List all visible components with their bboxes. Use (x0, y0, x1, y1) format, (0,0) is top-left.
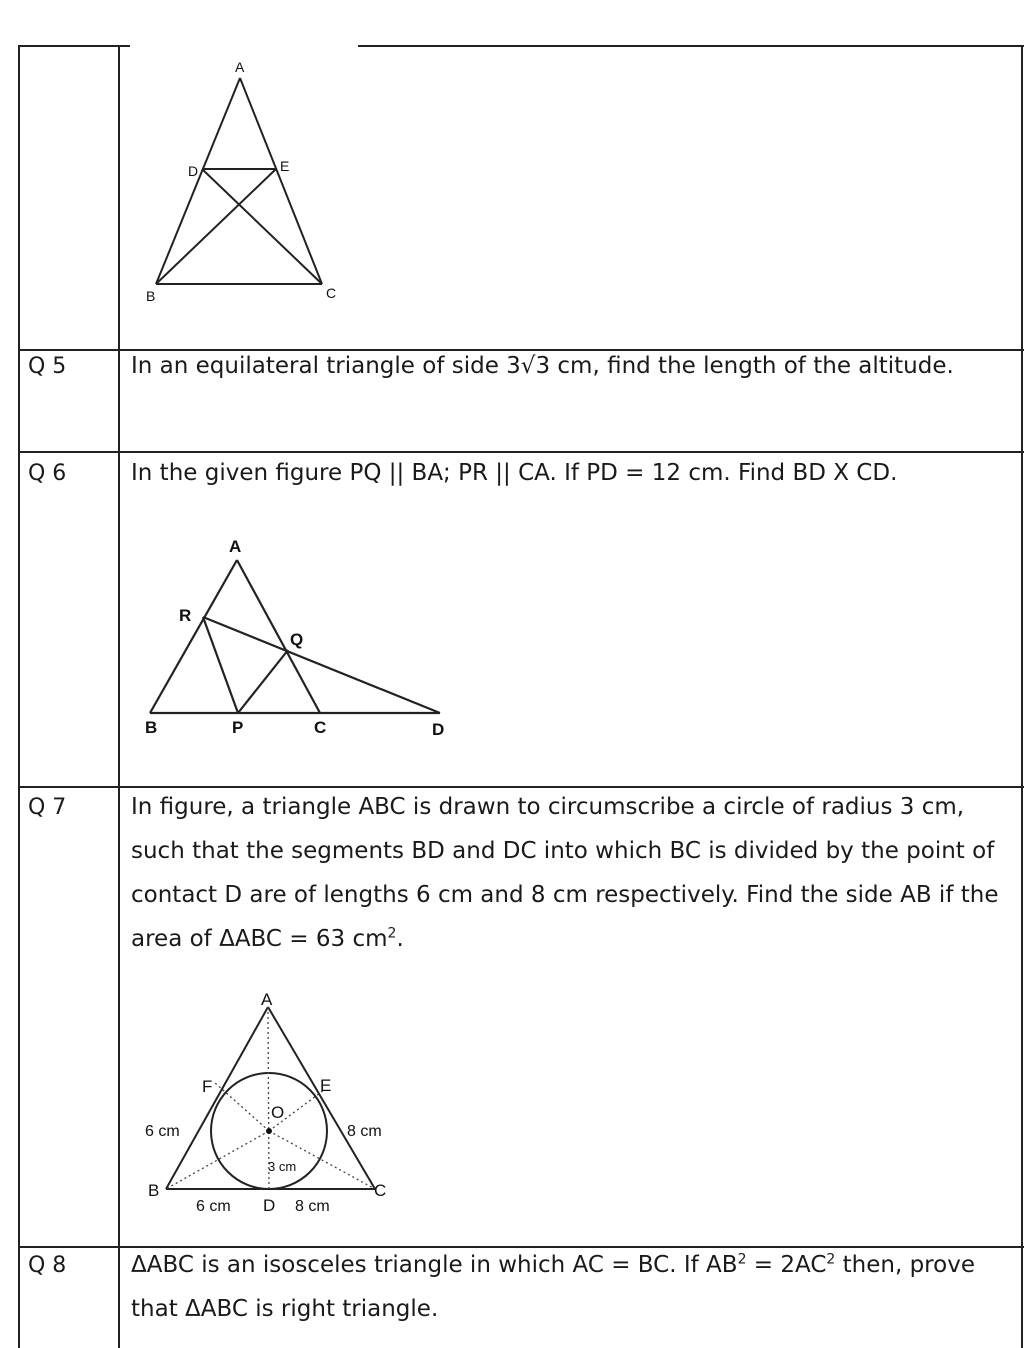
segment-ba (150, 560, 237, 713)
question-text-q7 (131, 785, 1011, 961)
measure-radius: 3 cm (268, 1159, 297, 1174)
question-text-q8-a: ΔABC is an isosceles triangle in which AC = BC. If AB (131, 1252, 738, 1278)
column-divider (118, 45, 120, 1348)
side-ab (166, 1007, 268, 1189)
segment-ac (240, 78, 322, 284)
label-a: A (229, 537, 242, 556)
label-r: R (179, 606, 192, 625)
label-f: F (202, 1077, 213, 1096)
label-c: C (326, 285, 337, 301)
segment-rp (203, 617, 238, 713)
label-e: E (280, 158, 290, 174)
segment-eb (156, 169, 276, 284)
label-b: B (146, 288, 156, 304)
question-text-q7-end: . (396, 926, 404, 952)
superscript-2: 2 (387, 925, 397, 942)
label-b: B (145, 718, 158, 737)
label-e: E (320, 1076, 332, 1095)
segment-rd (203, 617, 440, 713)
question-text-q7-main: In figure, a triangle ABC is drawn to circumscribe a circle of radius 3 cm, such that the segments BD and DC into which BC is divided by the point of contact D are of lengths 6 cm and 8 cm respectively. Find the side AB if the area of ΔABC = 63 cm (131, 794, 999, 952)
question-text-q8-c: then, prove that ΔABC is right triangle. (131, 1252, 975, 1322)
figure-incircle-triangle (140, 985, 400, 1220)
measure-af: 6 cm (145, 1123, 180, 1140)
top-border-right (358, 45, 1024, 47)
label-b: B (148, 1181, 160, 1200)
label-c: C (374, 1181, 387, 1200)
center-point (266, 1128, 272, 1134)
measure-bd: 6 cm (196, 1198, 231, 1215)
segment-dc (202, 169, 322, 284)
question-text-q8 (131, 1243, 1011, 1331)
left-border (18, 45, 20, 1348)
label-q: Q (290, 630, 304, 649)
label-p: P (232, 718, 244, 737)
question-number-q8: Q 8 (28, 1253, 67, 1278)
measure-ae: 8 cm (347, 1123, 382, 1140)
question-text-q5: In an equilateral triangle of side 3√3 cm, find the length of the altitude. (131, 353, 954, 379)
label-o: O (271, 1103, 285, 1122)
label-d: D (188, 163, 199, 179)
question-text-q8-b: = 2AC (746, 1252, 827, 1278)
question-number-q6: Q 6 (28, 461, 67, 486)
superscript-2: 2 (737, 1251, 747, 1268)
label-d: D (432, 720, 445, 739)
superscript-2: 2 (826, 1251, 836, 1268)
figure-triangle-pq-pr (135, 530, 465, 745)
label-a: A (261, 990, 273, 1009)
segment-pq (238, 650, 288, 713)
label-a: A (235, 59, 245, 75)
question-text-q6: In the given figure PQ || BA; PR || CA. If PD = 12 cm. Find BD X CD. (131, 460, 898, 486)
figure-triangle-ade (130, 50, 360, 310)
question-number-q5: Q 5 (28, 354, 67, 379)
segment-ab (156, 78, 240, 284)
label-d: D (263, 1196, 276, 1215)
right-border (1021, 45, 1023, 1348)
measure-dc: 8 cm (295, 1198, 330, 1215)
question-number-q7: Q 7 (28, 795, 67, 820)
label-c: C (314, 718, 327, 737)
top-border-left (18, 45, 130, 47)
